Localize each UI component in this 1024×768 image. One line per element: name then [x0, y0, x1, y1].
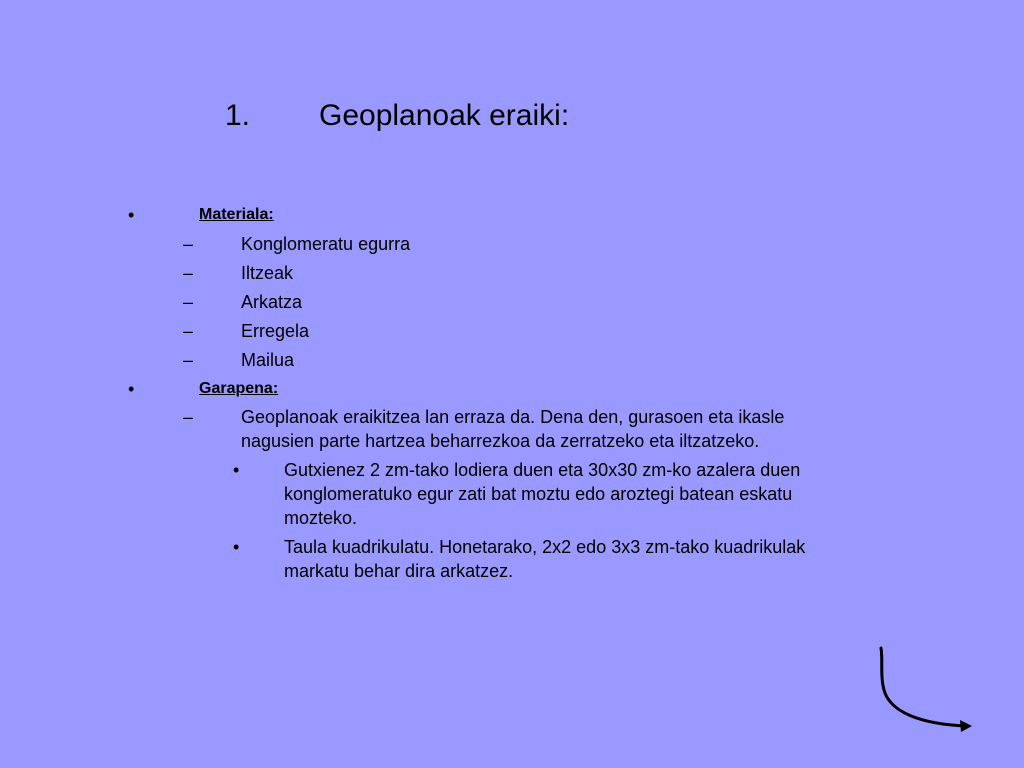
slide-title — [225, 96, 569, 136]
sub-list-item-text-line: Gutxienez 2 zm-tako lodiera duen eta 30x30 zm-ko azalera duen — [284, 460, 801, 480]
list-item-text-line: Geoplanoak eraikitzea lan erraza da. Dena den, gurasoen eta ikasle — [241, 407, 785, 427]
dash-bullet: – — [183, 321, 194, 341]
dash-bullet: – — [183, 292, 194, 312]
dash-bullet: – — [183, 263, 194, 283]
title-number: 1. — [225, 99, 251, 132]
dash-bullet: – — [183, 350, 194, 370]
section-heading: Garapena: — [199, 380, 279, 397]
sub-list-item-text-line: mozteko. — [284, 508, 358, 528]
section-heading: Materiala: — [199, 206, 274, 223]
list-item-text: Mailua — [241, 350, 295, 370]
sub-bullet: • — [233, 460, 240, 480]
sub-list-item-text-line: markatu behar dira arkatzez. — [284, 561, 514, 581]
sub-bullet: • — [233, 537, 240, 557]
list-item-text: Erregela — [241, 321, 310, 341]
title-text: Geoplanoak eraiki: — [319, 99, 570, 132]
dash-bullet: – — [183, 407, 194, 427]
list-item-text: Iltzeak — [241, 263, 294, 283]
sub-list-item-text-line: konglomeratuko egur zati bat moztu edo aroztegi batean eskatu — [284, 484, 793, 504]
dash-bullet: – — [183, 234, 194, 254]
sub-list-item-text-line: Taula kuadrikulatu. Honetarako, 2x2 edo 3x3 zm-tako kuadrikulak — [284, 537, 806, 557]
list-item-text: Konglomeratu egurra — [241, 234, 411, 254]
bullet: • — [128, 379, 135, 399]
curved-arrow-icon[interactable] — [860, 640, 980, 740]
bullet: • — [128, 205, 135, 225]
list-item-text-line: nagusien parte hartzea beharrezkoa da zerratzeko eta iltzatzeko. — [241, 431, 760, 451]
list-item-text: Arkatza — [241, 292, 303, 312]
